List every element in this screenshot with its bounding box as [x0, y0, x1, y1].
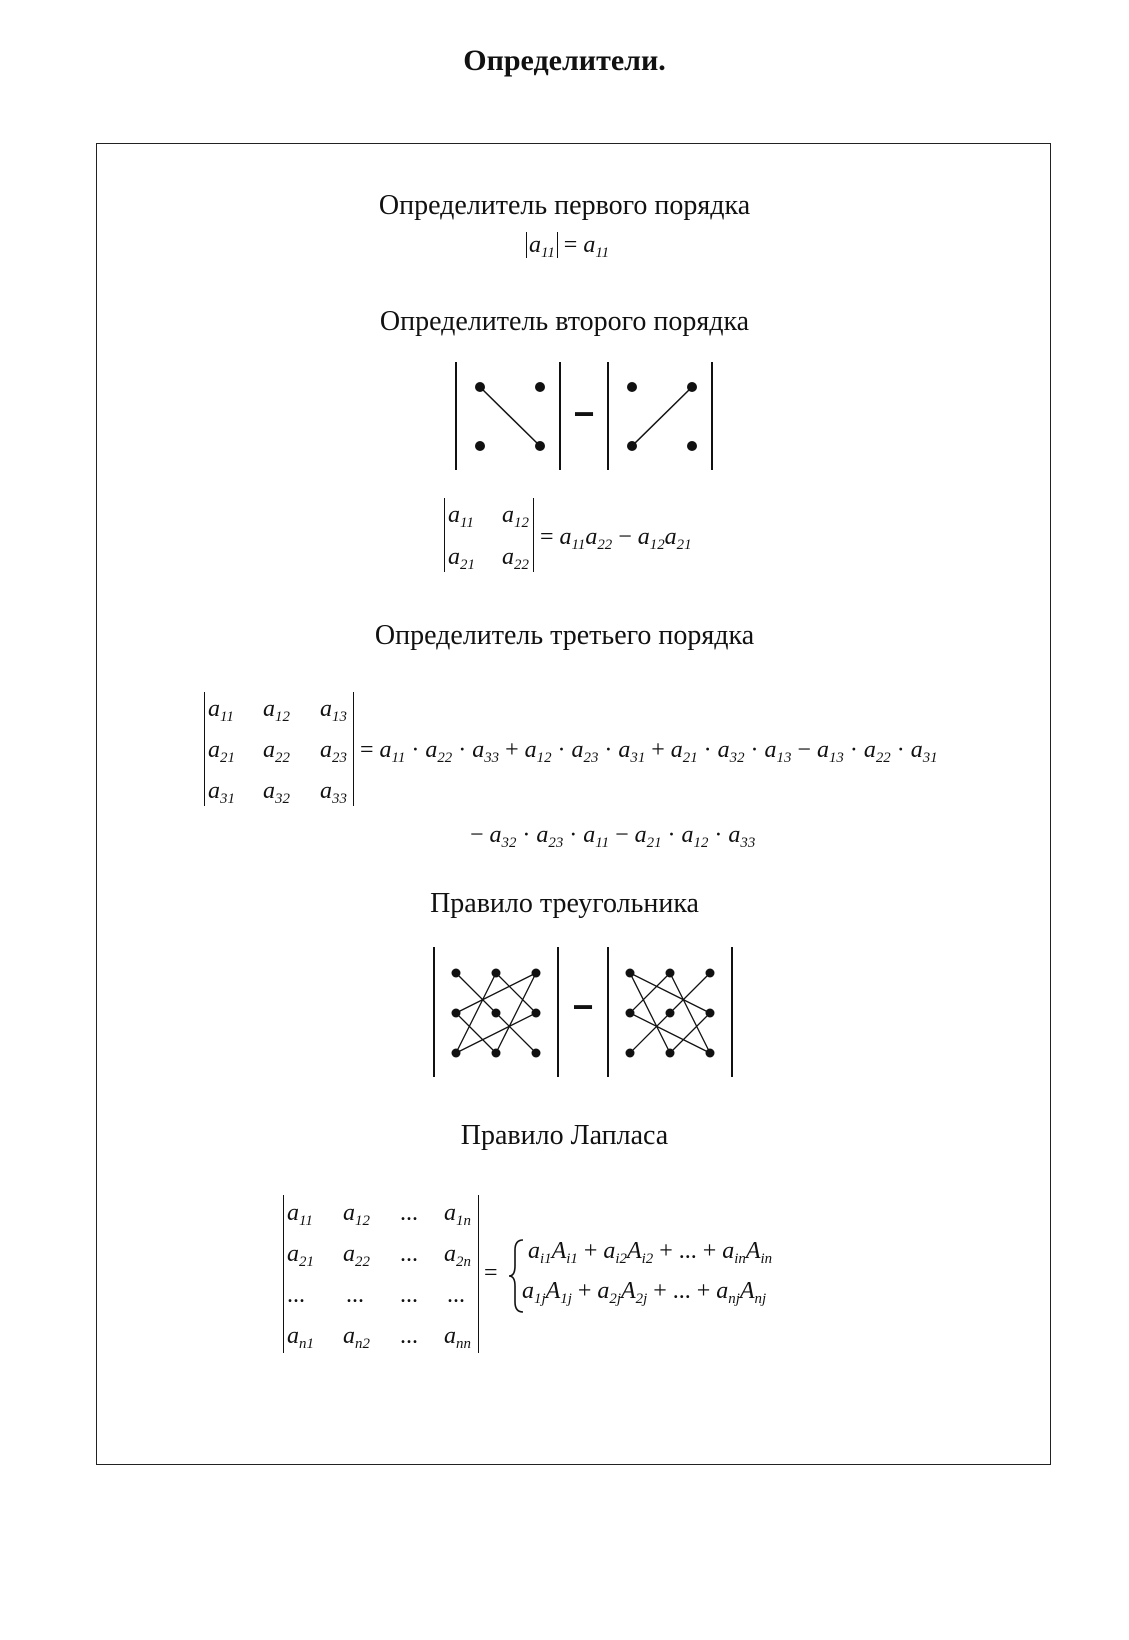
triangle-rule-diagram — [430, 945, 740, 1079]
heading-second-order: Определитель второго порядка — [379, 306, 750, 337]
heading-first-order: Определитель первого порядка — [378, 190, 751, 221]
diagram-minus-sign: − — [573, 393, 595, 434]
heading-third-order: Определитель третьего порядка — [374, 620, 755, 651]
formula-first-order: $a_{11} = a_{11}$ — [526, 232, 609, 262]
second-order-diagram — [450, 360, 720, 472]
heading-triangle-rule: Правило треугольника — [430, 888, 699, 919]
page-title: Определители. — [463, 44, 666, 77]
heading-laplace-rule: Правило Лапласа — [460, 1120, 669, 1151]
diagram-minus-sign: − — [572, 986, 594, 1027]
